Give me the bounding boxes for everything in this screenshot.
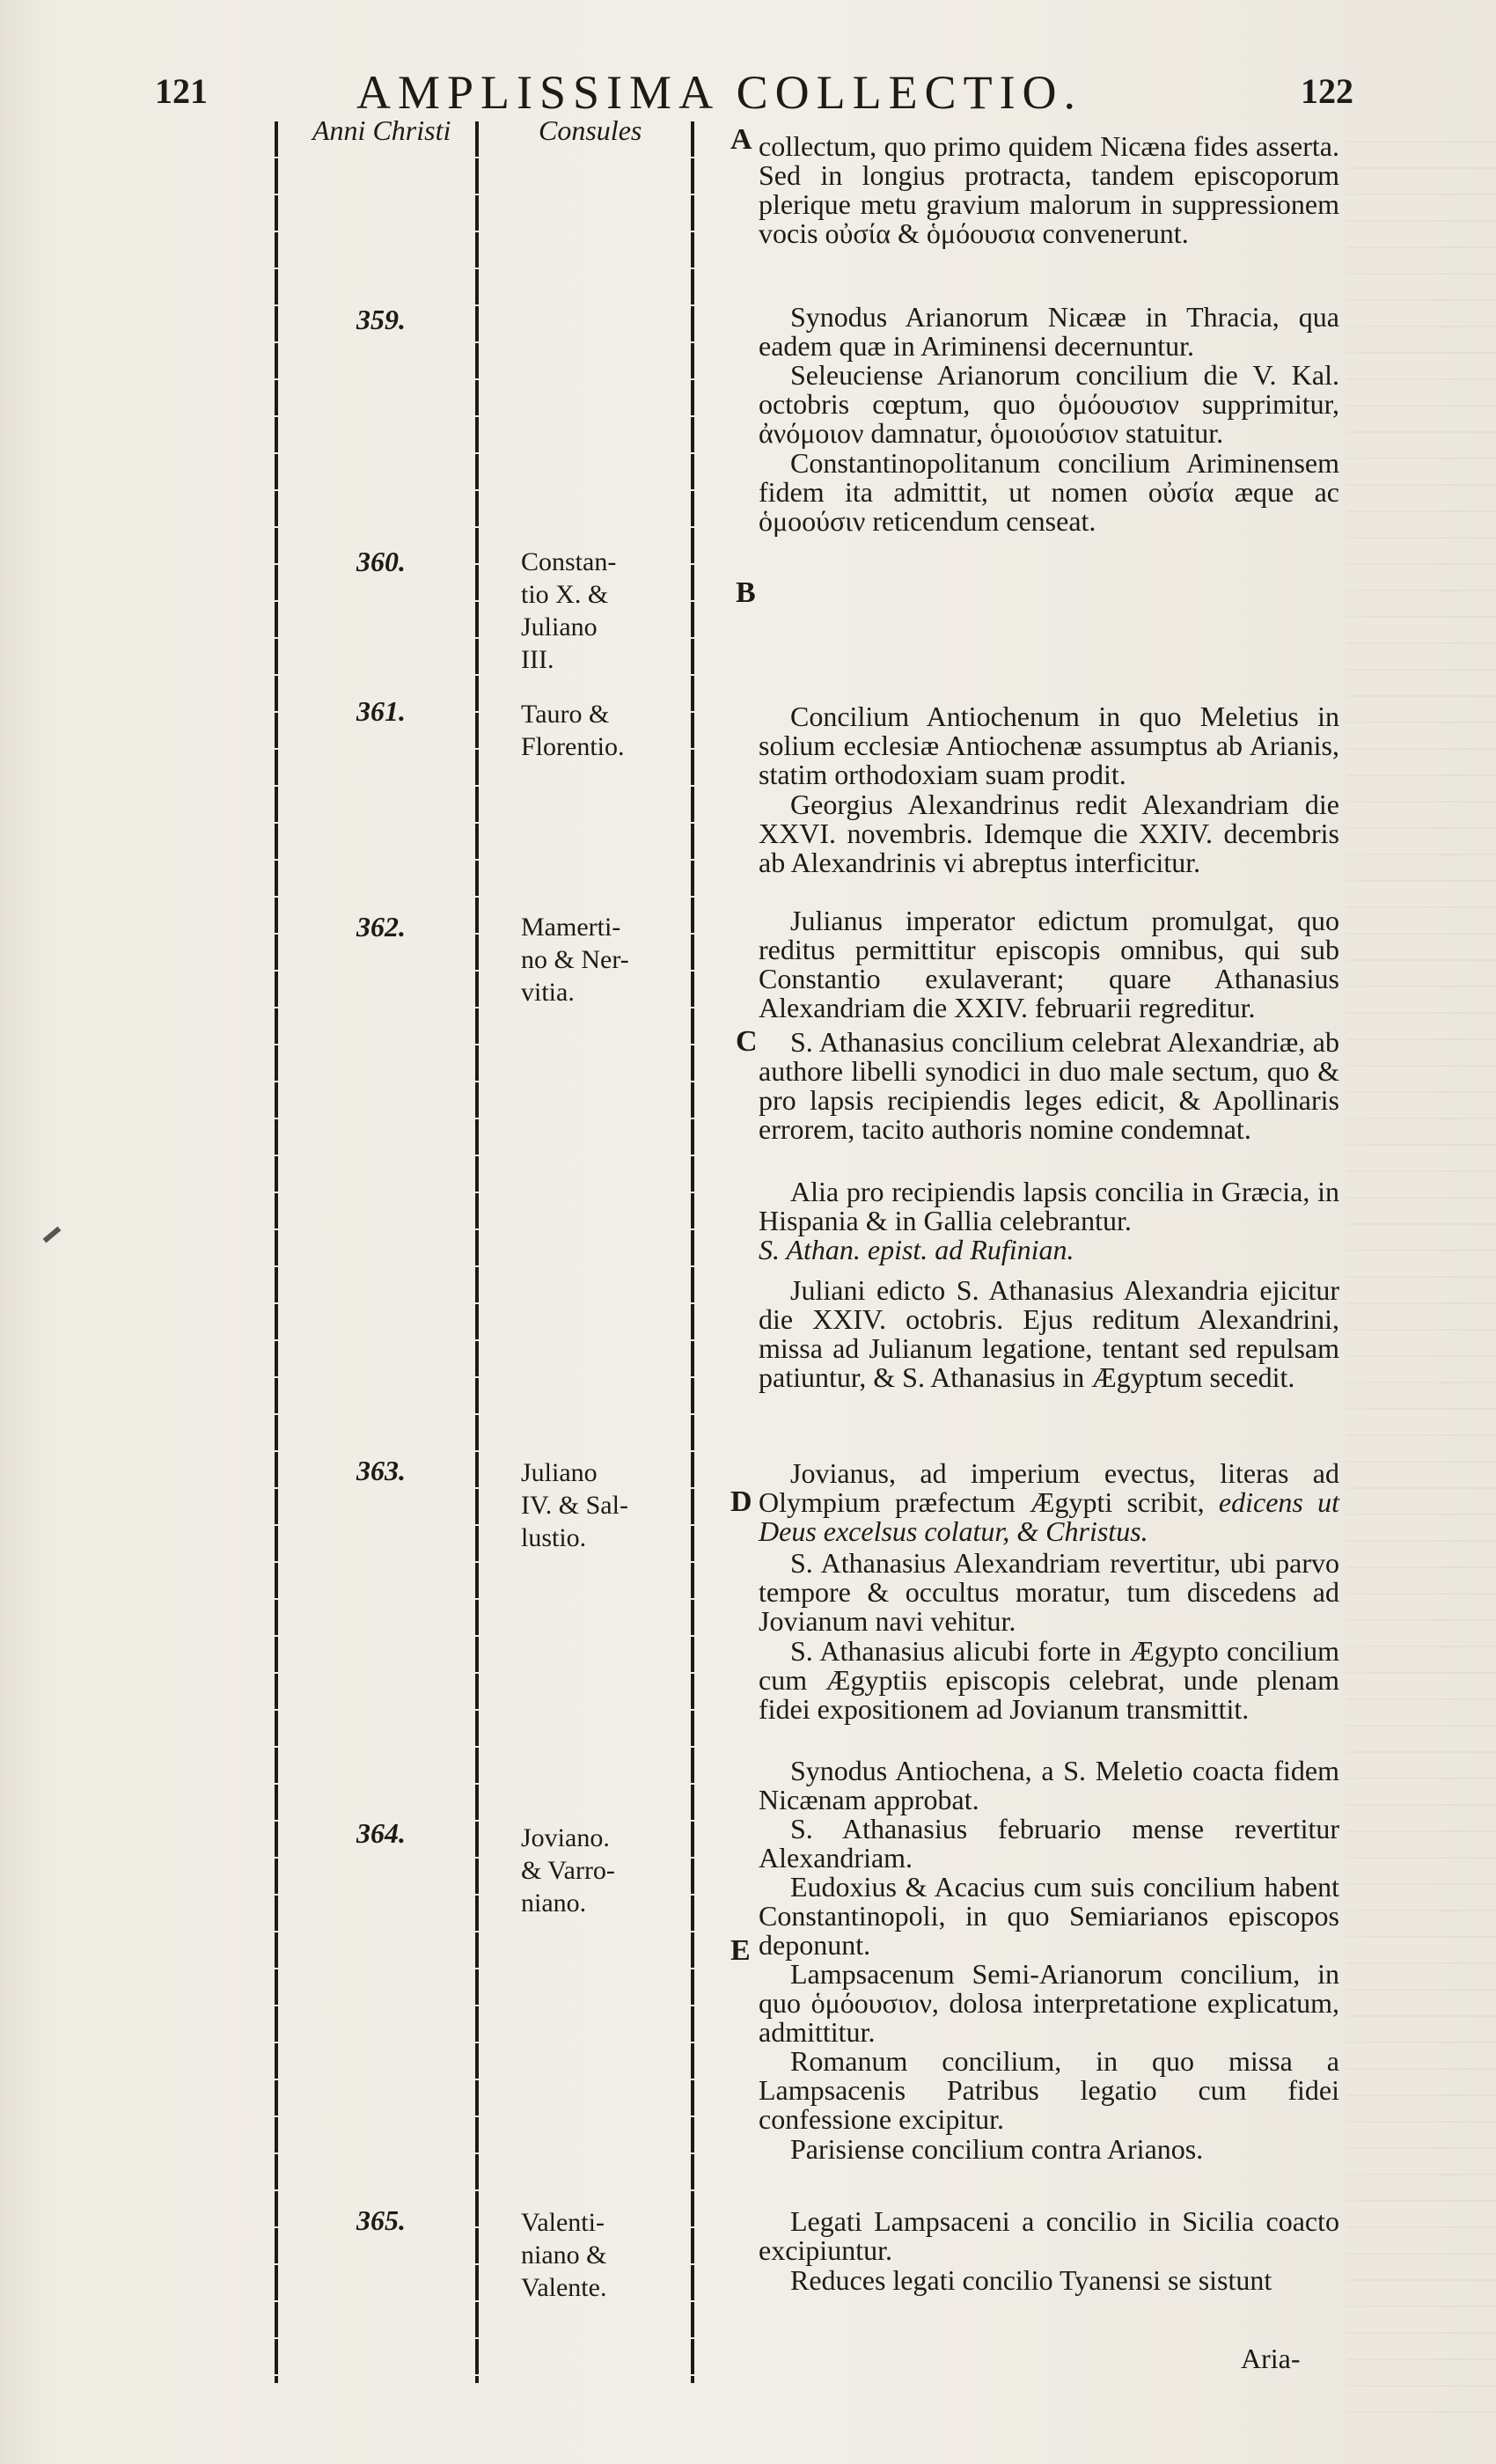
entry-paragraph: S. Athanasius concilium celebrat Alexandriæ, ab authore libelli synodici in duo male sectum, quo & pro lapsis recipiendis leges edicit, & Apollinaris errorem, tacito authoris nomine condemnat.: [759, 1026, 1339, 1145]
entry-paragraph: S. Athanasius februario mense revertitur Alexandriam.: [759, 1813, 1339, 1874]
entry-paragraph: Julianus imperator edictum promulgat, quo reditus permittitur episcopis omnibus, qui sub Constantio exulaverant; quare Athanasius Alexandriam die XXIV. februarii regreditur.: [759, 905, 1339, 1023]
entry-paragraph: S. Athanasius Alexandriam revertitur, ubi parvo tempore & occultus moratur, tum discedens ad Jovianum navi vehitur.: [759, 1547, 1339, 1637]
entry-paragraph: Juliani edicto S. Athanasius Alexandria ejicitur die XXIV. octobris. Ejus reditum Alexandrini, missa ad Julianum legatione, tentant sed repulsam patiuntur, & S. Athanasius in Ægyptum secedit.: [759, 1274, 1339, 1393]
page-number-left: 121: [155, 71, 208, 111]
year-363: 363.: [356, 1455, 406, 1486]
entry-paragraph: Eudoxius & Acacius cum suis concilium habent Constantinopoli, in quo Semiarianos episcopos deponunt.: [759, 1871, 1339, 1961]
column-header-years: Anni Christi: [312, 114, 451, 146]
consuls-365: Valenti- niano & Valente.: [521, 2208, 607, 2302]
year-362: 362.: [356, 911, 406, 942]
entry-paragraph: Synodus Arianorum Nicææ in Thracia, qua eadem quæ in Ariminensi decernuntur.: [759, 301, 1339, 362]
entry-paragraph: [759, 1459, 1339, 1546]
year-364: 364.: [356, 1817, 406, 1849]
citation-text: S. Athan. epist. ad Rufinian.: [759, 1234, 1074, 1265]
entry-paragraph: Concilium Antiochenum in quo Meletius in solium ecclesiæ Antiochenæ assumptus ab Arianis, statim orthodoxiam suam prodit.: [759, 700, 1339, 790]
page-header: [0, 66, 1496, 123]
year-365: 365.: [356, 2204, 406, 2236]
ink-smudge: [43, 1227, 62, 1243]
consuls-363: Juliano IV. & Sal- lustio.: [521, 1458, 628, 1552]
consuls-361: Tauro & Florentio.: [521, 700, 625, 761]
consuls-362: Mamerti- no & Ner- vitia.: [521, 913, 629, 1007]
entry-paragraph: Synodus Antiochena, a S. Meletio coacta fidem Nicænam approbat.: [759, 1755, 1339, 1815]
margin-marker-a: A: [730, 123, 752, 156]
entry-quote: edicens ut Deus excelsus colatur, & Christus.: [759, 1486, 1340, 1547]
margin-marker-c: C: [736, 1025, 758, 1058]
year-361: 361.: [356, 695, 406, 727]
consuls-364: Joviano. & Varro- niano.: [521, 1823, 615, 1918]
margin-marker-d: D: [730, 1485, 752, 1518]
entry-paragraph: Georgius Alexandrinus redit Alexandriam die XXVI. novembris. Idemque die XXIV. decembris ab Alexandrinis vi abreptus interficitur.: [759, 788, 1339, 878]
column-rule: [275, 121, 278, 2383]
entry-paragraph: Reduces legati concilio Tyanensi se sistunt: [790, 2264, 1272, 2296]
entry-paragraph: Constantinopolitanum concilium Ariminensem fidem ita admittit, ut nomen οὐσία æque ac ὁμοούσιν reticendum censeat.: [759, 447, 1339, 537]
catchword: Aria-: [1241, 2343, 1301, 2374]
entry-paragraph: Seleuciense Arianorum concilium die V. Kal. octobris cœptum, quo ὁμόουσιον supprimitur, ἀνόμοιον damnatur, ὁμοιούσιον statuitur.: [759, 359, 1339, 449]
column-header-consuls: Consules: [539, 114, 642, 146]
entry-paragraph: Alia pro recipiendis lapsis concilia in Græcia, in Hispania & in Gallia celebrantur.: [759, 1176, 1339, 1236]
running-title: AMPLISSIMA COLLECTIO.: [356, 66, 1083, 119]
entry-text: Jovianus, ad imperium evectus, literas ad Olympium præfectum Ægypti scribit,: [759, 1457, 1339, 1518]
bleed-through-shadow: [1346, 141, 1496, 2429]
column-rule: [475, 121, 479, 2383]
entry-paragraph: S. Athanasius alicubi forte in Ægypto concilium cum Ægyptiis episcopis celebrat, unde plenam fidei expositionem ad Jovianum transmittit.: [759, 1635, 1339, 1725]
entry-paragraph: collectum, quo primo quidem Nicæna fides asserta. Sed in longius protracta, tandem episcoporum plerique metu gravium malorum in suppressionem vocis οὐσία & ὁμόουσια convenerunt.: [759, 130, 1339, 249]
consuls-360: Constan- tio X. & Juliano III.: [521, 547, 617, 674]
entry-paragraph: Legati Lampsaceni a concilio in Sicilia coacto excipiuntur.: [759, 2205, 1339, 2266]
page-number-right: 122: [1301, 71, 1353, 111]
column-rule: [691, 121, 694, 2383]
margin-marker-b: B: [736, 576, 756, 609]
entry-paragraph: Lampsacenum Semi-Arianorum concilium, in quo ὁμόουσιον, dolosa interpretatione explicatum, admittitur.: [759, 1958, 1339, 2048]
entry-citation: [759, 1236, 1339, 1265]
entry-paragraph: Romanum concilium, in quo missa a Lampsacenis Patribus legatio cum fidei confessione excipitur.: [759, 2045, 1339, 2135]
margin-marker-e: E: [730, 1934, 751, 1967]
year-359: 359.: [356, 304, 406, 335]
entry-paragraph: Parisiense concilium contra Arianos.: [790, 2133, 1204, 2165]
year-360: 360.: [356, 546, 406, 577]
